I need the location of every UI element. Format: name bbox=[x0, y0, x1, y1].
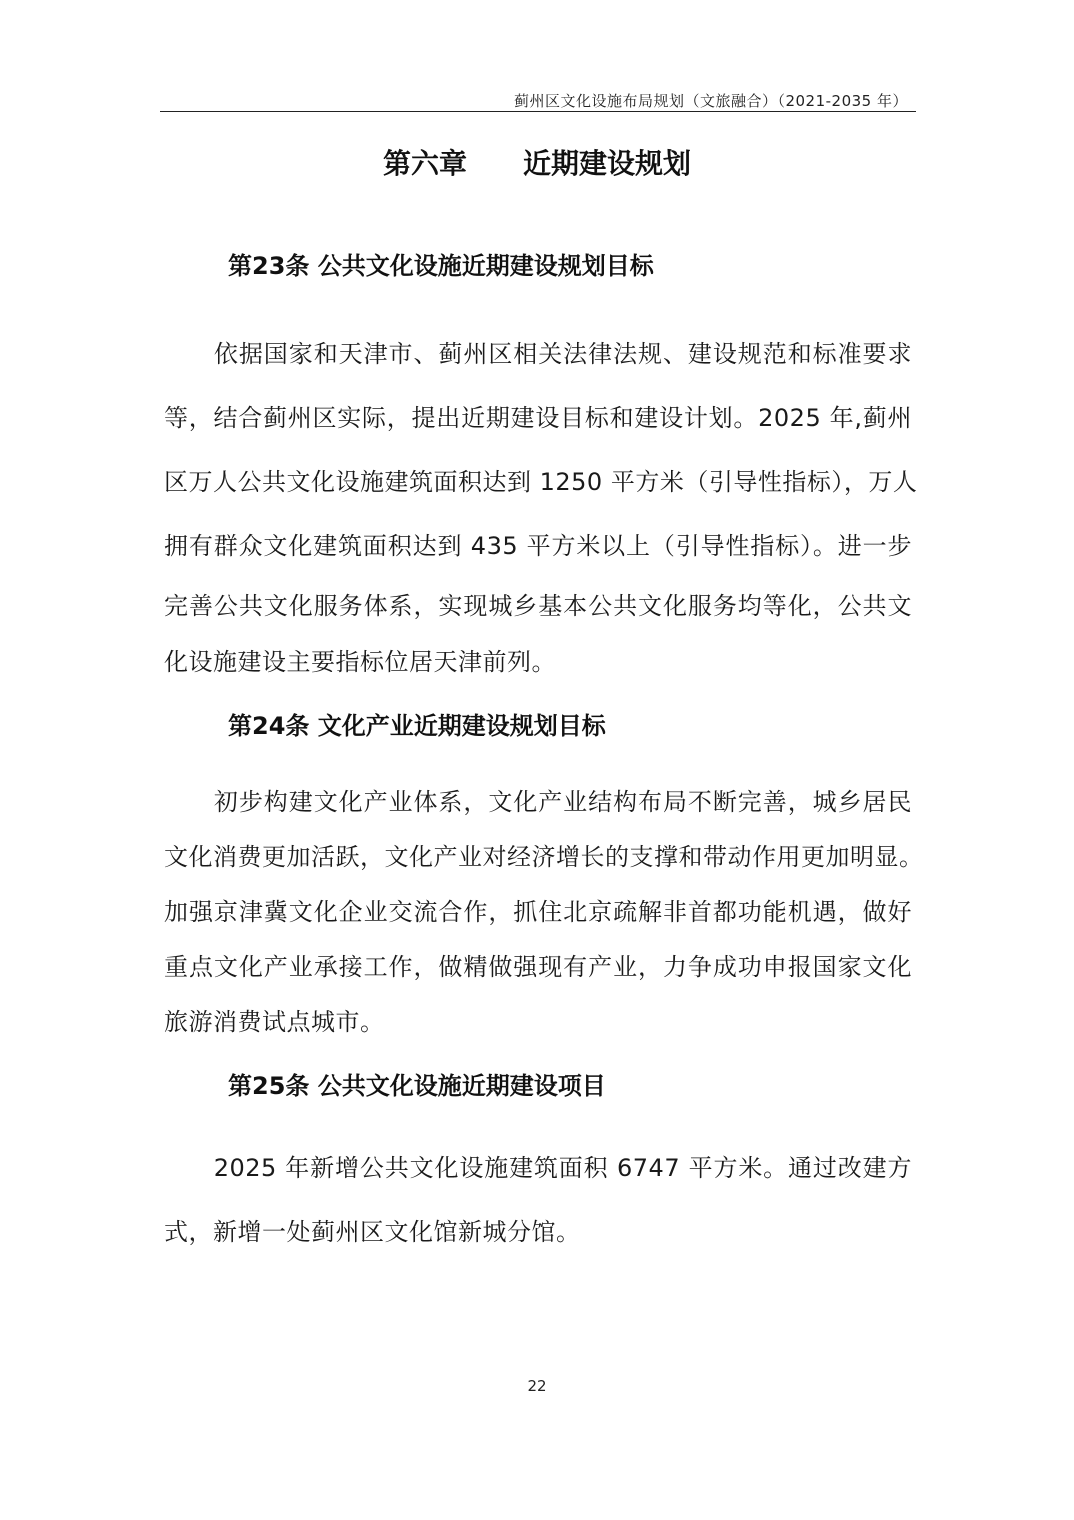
article-23-heading: 第23条 公共文化设施近期建设规划目标 bbox=[228, 252, 654, 280]
article-25-body bbox=[164, 1136, 912, 1264]
body-line: 化设施建设主要指标位居天津前列。 bbox=[164, 648, 556, 676]
running-header-title: 蓟州区文化设施布局规划（文旅融合）（2021-2035 年） bbox=[513, 92, 908, 110]
article-24-heading: 第24条 文化产业近期建设规划目标 bbox=[228, 712, 606, 740]
body-line: 文化消费更加活跃，文化产业对经济增长的支撑和带动作用更加明显。 bbox=[164, 843, 924, 871]
body-line: 重点文化产业承接工作，做精做强现有产业，力争成功申报国家文化 bbox=[164, 953, 912, 981]
article-25-heading: 第25条 公共文化设施近期建设项目 bbox=[228, 1072, 606, 1100]
header-divider bbox=[160, 111, 916, 112]
body-line: 等，结合蓟州区实际，提出近期建设目标和建设计划。2025 年,蓟州 bbox=[164, 404, 912, 432]
body-line: 式，新增一处蓟州区文化馆新城分馆。 bbox=[164, 1218, 581, 1246]
chapter-title: 第六章 近期建设规划 bbox=[382, 147, 691, 180]
article-23-body bbox=[164, 322, 918, 690]
body-line: 初步构建文化产业体系，文化产业结构布局不断完善，城乡居民 bbox=[164, 788, 912, 816]
body-line: 2025 年新增公共文化设施建筑面积 6747 平方米。通过改建方 bbox=[164, 1154, 912, 1182]
body-line: 加强京津冀文化企业交流合作，抓住北京疏解非首都功能机遇，做好 bbox=[164, 898, 912, 926]
page-number: 22 bbox=[527, 1377, 547, 1395]
body-line: 区万人公共文化设施建筑面积达到 1250 平方米（引导性指标），万人 bbox=[164, 468, 918, 496]
body-line: 完善公共文化服务体系，实现城乡基本公共文化服务均等化，公共文 bbox=[164, 592, 912, 620]
article-24-body bbox=[164, 775, 924, 1050]
body-line: 旅游消费试点城市。 bbox=[164, 1008, 385, 1036]
body-line: 拥有群众文化建筑面积达到 435 平方米以上（引导性指标）。进一步 bbox=[164, 532, 912, 560]
body-line: 依据国家和天津市、蓟州区相关法律法规、建设规范和标准要求 bbox=[164, 340, 912, 368]
